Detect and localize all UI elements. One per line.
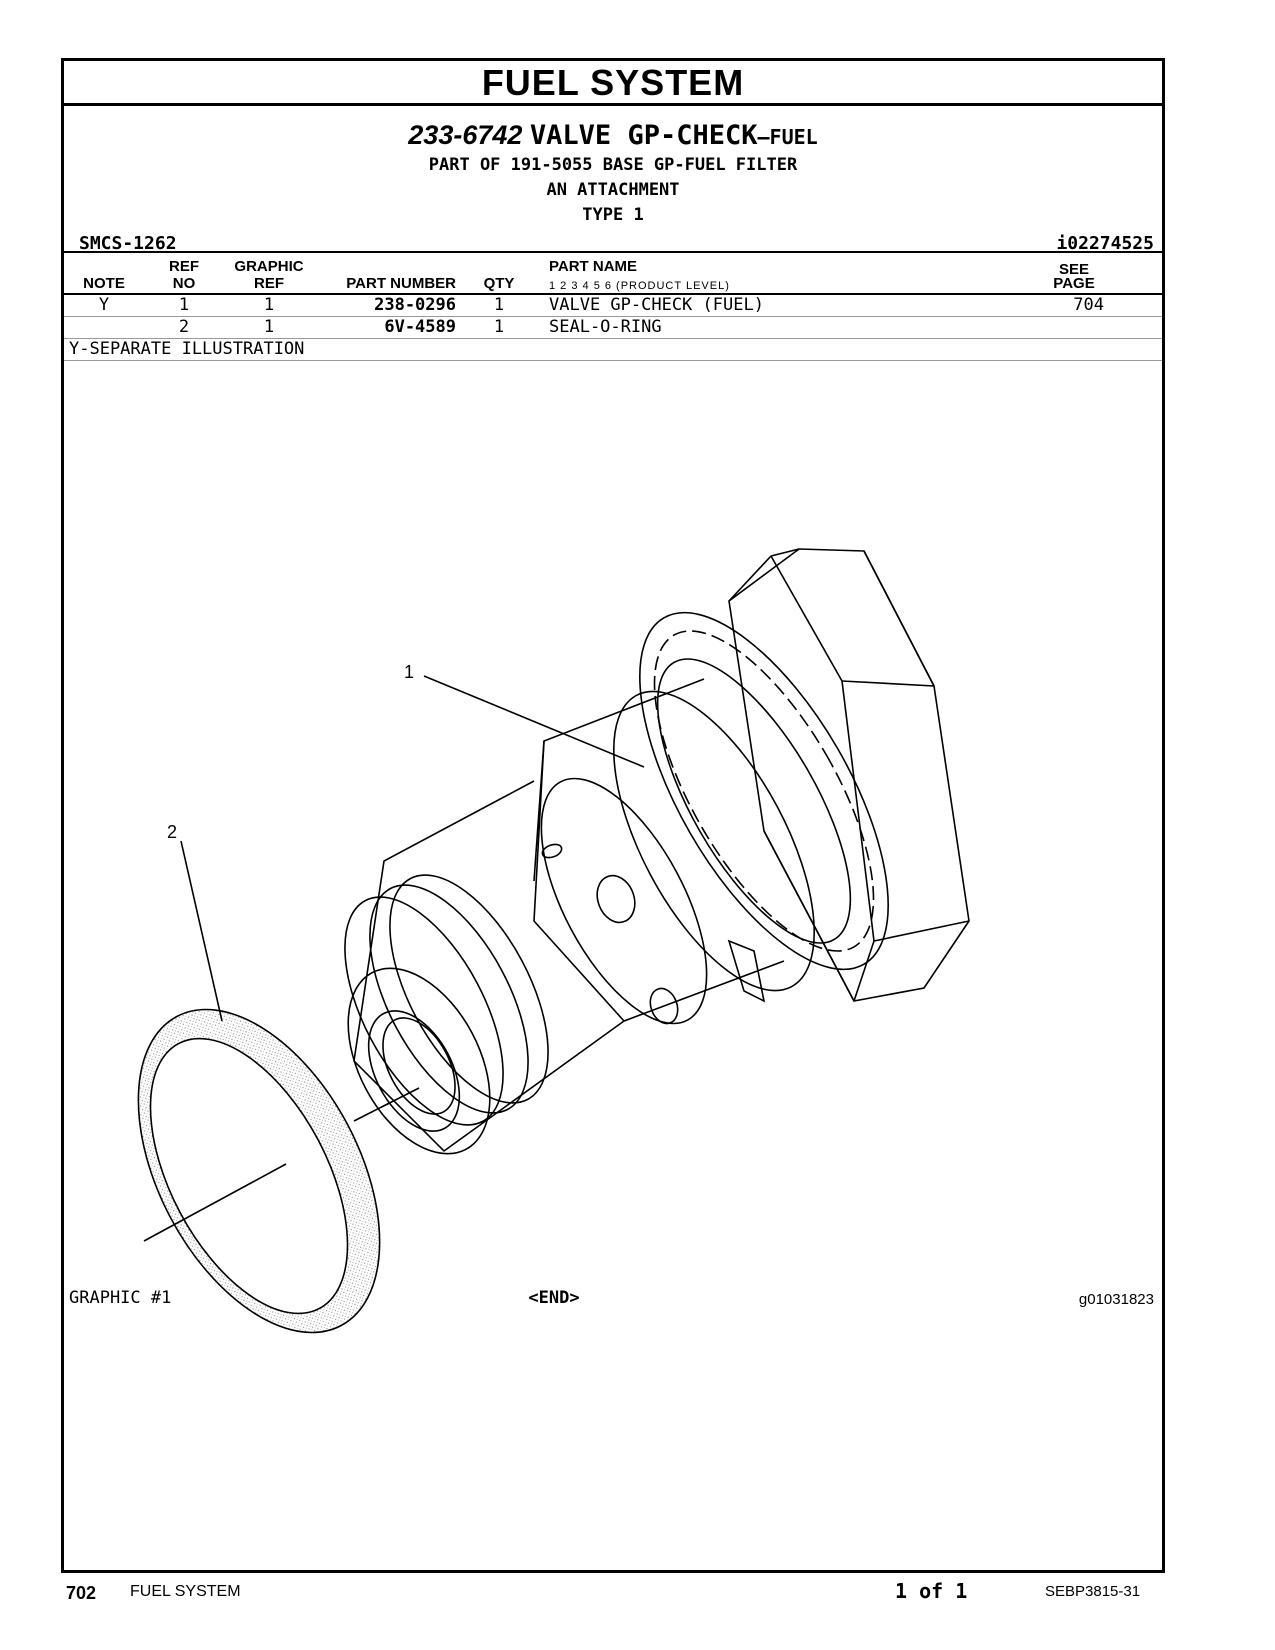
- page-number: 702: [66, 1583, 97, 1603]
- title-bar: [64, 61, 1162, 106]
- table-top-rule: [64, 251, 1162, 253]
- row2-part-name: SEAL-O-RING: [549, 317, 662, 337]
- group-name: VALVE GP-CHECK: [529, 120, 758, 151]
- header-see-bottom: PAGE: [1053, 275, 1095, 292]
- smcs-code: SMCS-1262: [79, 233, 177, 254]
- header-qty: QTY: [483, 275, 515, 292]
- header-note: NOTE: [83, 275, 125, 292]
- valve-flange: [590, 575, 937, 1006]
- valve-body: [354, 662, 855, 1151]
- header-product-levels: 1 2 3 4 5 6 (PRODUCT LEVEL): [549, 280, 730, 292]
- valve-nose: [312, 850, 580, 1177]
- exploded-view-illustration: [64, 361, 1162, 1361]
- header-part-number: PART NUMBER: [346, 275, 456, 292]
- row2-ref: 2: [178, 317, 190, 337]
- header-graphic-bottom: REF: [254, 275, 284, 292]
- hex-nut: [729, 549, 969, 1001]
- group-title: [64, 119, 1162, 153]
- row1-see-page: 704: [1073, 295, 1104, 315]
- group-number: 233-6742: [408, 120, 523, 150]
- separate-illustration-note: Y-SEPARATE ILLUSTRATION: [69, 339, 305, 359]
- row2-qty: 1: [493, 317, 505, 337]
- row2-graphic-ref: 1: [263, 317, 275, 337]
- row2-part-number: 6V-4589: [384, 317, 456, 337]
- callout-2: 2: [167, 822, 178, 842]
- row1-qty: 1: [493, 295, 505, 315]
- row1-part-number: 238-0296: [374, 295, 456, 315]
- parts-page-frame: [61, 58, 1165, 1573]
- header-ref-top: REF: [169, 258, 199, 275]
- graphic-label: GRAPHIC #1: [69, 1288, 172, 1308]
- row1-part-name: VALVE GP-CHECK (FUEL): [549, 295, 764, 315]
- graphic-id: g01031823: [1078, 1291, 1154, 1308]
- header-part-name: PART NAME: [549, 258, 638, 275]
- leader-line-2: [181, 841, 222, 1021]
- header-ref-bottom: NO: [172, 275, 196, 292]
- page-title: FUEL SYSTEM: [481, 62, 745, 103]
- row1-graphic-ref: 1: [263, 295, 275, 315]
- header-graphic-top: GRAPHIC: [234, 258, 304, 275]
- footer-section: FUEL SYSTEM: [130, 1583, 241, 1600]
- document-ident: i02274525: [1056, 233, 1154, 254]
- row1-ref: 1: [178, 295, 190, 315]
- group-header: [64, 119, 1162, 228]
- group-suffix: —FUEL: [757, 125, 818, 149]
- row1-note: Y: [98, 295, 110, 315]
- end-marker: <END>: [528, 1288, 580, 1308]
- attachment-line: AN ATTACHMENT: [546, 180, 680, 200]
- document-id: SEBP3815-31: [1045, 1583, 1141, 1600]
- part-of-line: PART OF 191-5055 BASE GP-FUEL FILTER: [428, 155, 798, 175]
- page-of: 1 of 1: [895, 1579, 968, 1603]
- leader-line-1: [424, 676, 644, 767]
- header-see-top: SEE: [1058, 261, 1089, 278]
- type-line: TYPE 1: [582, 205, 644, 225]
- callout-1: 1: [404, 662, 415, 682]
